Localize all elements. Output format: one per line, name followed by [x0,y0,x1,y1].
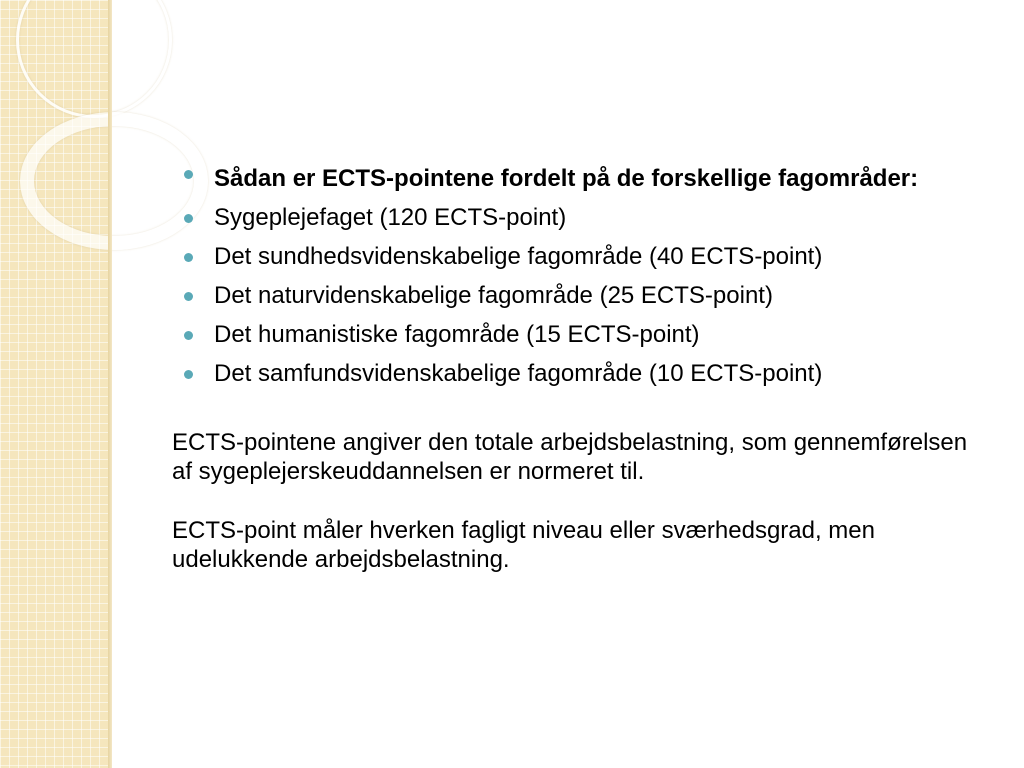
bullet-dot-icon [184,253,193,262]
list-item [172,320,972,349]
list-item [172,281,972,310]
bullet-dot-icon [184,170,193,179]
list-heading-text: Sådan er ECTS-pointene fordelt på de forskellige fagområder: [214,165,919,192]
list-item-text: Det sundhedsvidenskabelige fagområde (40 ECTS-point) [214,243,823,270]
list-item-text: Det naturvidenskabelige fagområde (25 ECTS-point) [214,282,773,309]
list-item-text: Det samfundsvidenskabelige fagområde (10 ECTS-point) [214,360,823,387]
list-item [172,359,972,388]
bullet-dot-icon [184,214,193,223]
bullet-dot-icon [184,292,193,301]
paragraph-workload: ECTS-pointene angiver den totale arbejdsbelastning, som gennemførelsen af sygeplejerskeuddannelsen er normeret til. [172,429,968,485]
list-item-text: Det humanistiske fagområde (15 ECTS-point) [214,321,700,348]
list-heading [172,164,972,193]
list-item [172,203,972,232]
list-item-text: Sygeplejefaget (120 ECTS-point) [214,204,567,231]
decorative-side-panel [0,0,112,768]
bullet-list [172,164,972,388]
bullet-dot-icon [184,331,193,340]
side-panel-edge [108,0,112,768]
decorative-ring-top [16,0,172,118]
bullet-dot-icon [184,370,193,379]
slide-content [172,164,972,574]
list-item [172,242,972,271]
paragraph-measure: ECTS-point måler hverken fagligt niveau eller sværhedsgrad, men udelukkende arbejdsbelastning. [172,517,875,573]
